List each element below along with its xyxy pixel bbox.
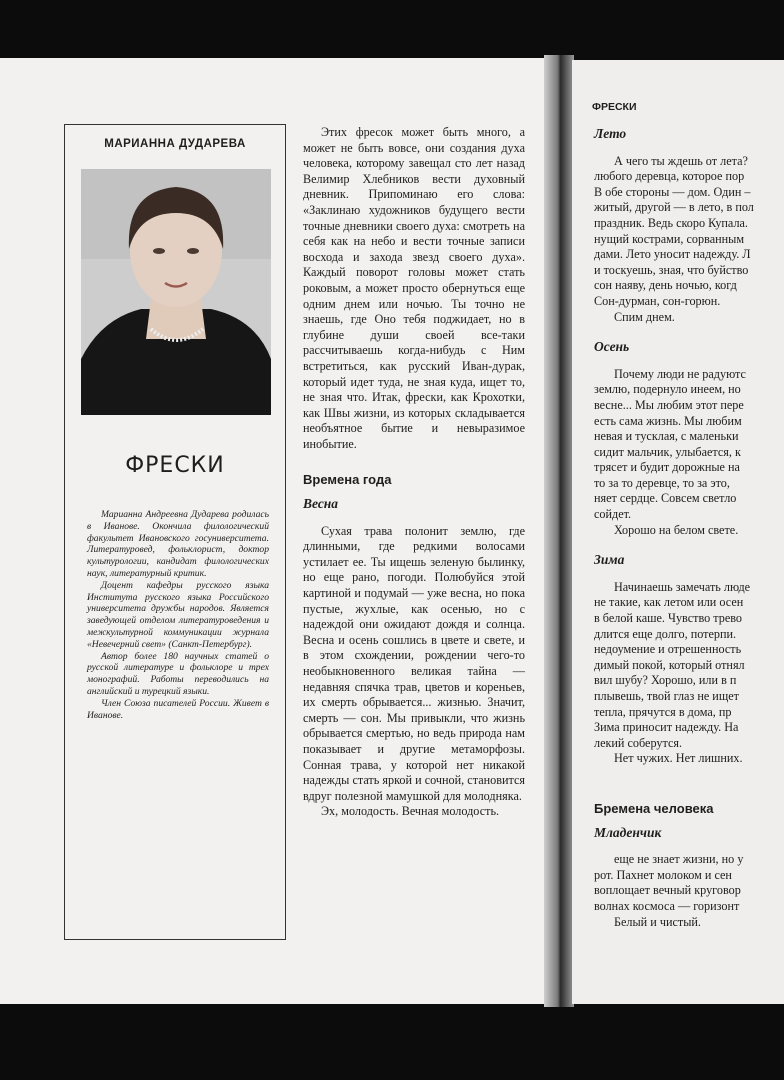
spring-paragraph: Сухая трава полонит землю, где длинными, где редкими волосами устилает ее. Ты ищешь зеленую былинку, но еще рано, погоди. Полюбуйся этой картиной и подумай — уже весна, но пока пустые, жухлые, как осенью, но с надеждой они ожидают дождя и солнца. Весна и осень сошлись в цвете и свете, и в этом схождении, рождении чего-то необыкновенного великая тайна — недавняя спячка трав, цветов и кореньев, их смерть обрывается... жизнью. Значит, смерть — сон. Мы привыкли, что жизнь обрывается смертью, но ведь природа нам показывает и другие метаморфозы. Сонная трава, у которой нет никакой надежды стать яркой и сочной, становится вдруг полезной мамушкой для молодняка. [303, 523, 525, 803]
autumn-text: Почему люди не радуютс землю, подернуло инеем, но весне... Мы любим этот пере есть сама жизнь. Мы любим невая и тусклая, с маленьки сидит мальчик, улыбается, к трясет и будит дорожные на то за то деревце, то за это, няет сердце. Совсем светло сойдет. Хорошо на белом свете. [594, 366, 746, 537]
book-gutter [544, 55, 574, 1007]
winter-text: Начинаешь замечать люде не такие, как летом или осен в белой каше. Чувство трево длится еще долго, потерпи. недоумение и отрешенность димый покой, который отнял вил шубу? Хорошо, или в п плывешь, твой глаз не ищет тепла, прячутся в дома, пр Зима приносит надежду. На лекий соберутся. Нет чужих. Нет лишних. [594, 579, 751, 766]
subheading-infant: Младенчик [594, 824, 662, 840]
intro-paragraph: Этих фресок может быть много, а может не быть вовсе, они создания духа человека, которому завещал сто лет назад Велимир Хлебников вести духовный дневник. Припоминаю его слова: «Заклинаю художников будущего вести точные дневники своего духа: смотреть на себя как на небо и вести точные записи восхода и захода звезд своего духа». Каждый поворот головы может стать роковым, а может просто обернуться еще одним днем или ночью. Ты точно не знаешь, где Оно тебя поджидает, но в глубине души своей все-таки рассчитываешь когда-нибудь с Ним встретиться, как русский Иван-дурак, который идет туда, не зная куда, ищет то, не зная что. Итак, фрески, как Крохотки, как Швы жизни, из которых складывается необъятное бытие и невыразимое инобытие. [303, 125, 525, 451]
subheading-spring: Весна [303, 496, 339, 512]
section-heading-human: Бремена человека [594, 800, 714, 816]
spring-closing-line: Эх, молодость. Вечная молодость. [321, 804, 500, 819]
subheading-autumn: Осень [594, 339, 630, 355]
essay-title: ФРЕСКИ [125, 453, 225, 478]
author-sidebar [64, 124, 286, 940]
infant-text: еще не знает жизни, но у рот. Пахнет молоком и сен воплощает вечный круговор волнах космоса — горизонт Белый и чистый. [594, 852, 744, 929]
author-name: МАРИАННА ДУДАРЕВА [104, 138, 246, 150]
author-bio: Марианна Андреевна Дударева родилась в Иванове. Окончила филологический факультет Ивановского госуниверситета. Литературовед, фольклорист, доктор культурологии, кандидат филологических наук, литературный критик. Доцент кафедры русского языка Института русского языка Российского университета дружбы народов. Является заведующей отделом литературоведения и межкультурной коммуникации журнала «Невечерний свет» (Санкт-Петербург). Автор более 180 научных статей о русской литературе и фольклоре и трех монографий. Работы переводились на английский и турецкий языки. Член Союза писателей России. Живет в Иванове. [87, 509, 269, 721]
subheading-summer: Лето [594, 126, 627, 141]
right-column [594, 102, 784, 930]
right-page [572, 60, 784, 1004]
summer-text: А чего ты ждешь от лета? любого деревца, которое пор В обе стороны — дом. Один – житый, другой — в лето, в пол праздник. Ведь скоро Купала. нущий кострами, сорванным дами. Лето уносит надежду. Л и тоскуешь, зная, что буйство сон наяву, день ночью, когд Сон-дурман, сон-горюн. Спим днем. [594, 153, 754, 324]
main-column [303, 125, 525, 820]
author-photo [81, 169, 271, 415]
running-head: ФРЕСКИ [592, 101, 637, 113]
subheading-winter: Зима [594, 552, 625, 568]
section-heading-seasons: Времена года [303, 472, 392, 488]
